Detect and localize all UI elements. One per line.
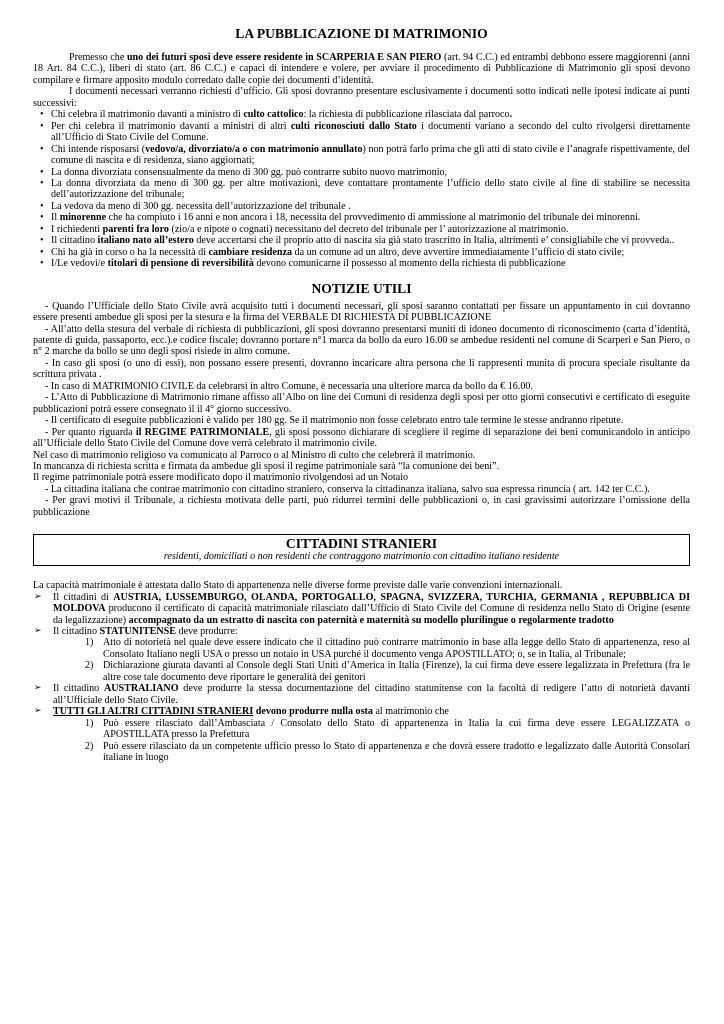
notizie-section (33, 301, 690, 519)
notizie-paragraph: - Quando l’Ufficiale dello Stato Civile avrà acquisito tutti i documenti necessari, gli sposi saranno contattati per fissare un appuntamento in cui dovranno essere presenti ambedue gli sposi per la stesura e la firma del VERBALE DI RICHIESTA DI PUBBLICAZIONE (33, 300, 690, 324)
notizie-paragraph: Il regime patrimoniale potrà essere modificato dopo il matrimonio rivolgendosi ad un Notaio (33, 472, 409, 484)
intro-paragraph-1: Premesso che uno dei futuri sposi deve essere residente in SCARPERIA E SAN PIERO (art. 94 C.C.) ed entrambi debbono essere maggiorenni (anni 18 Art. 84 C.C.), liberi di stato (art. 86 C.C.) e capaci di intendere e volere, per avviare il procedimento di Pubblicazione di Matrimonio gli sposi devono compilare e firmare apposito modulo corredato dalle copie dei documenti d’identità. (33, 52, 690, 86)
notizie-paragraph: - Per quanto riguarda il REGIME PATRIMONIALE, gli sposi possono dichiarare di scegliere il regime di separazione dei beni comunicandolo in anticipo all’Ufficiale dello Stato Civile del Comune dove verrà celebrato il matrimonio civile. (33, 426, 691, 450)
list-item: ➢ Il cittadini di AUSTRIA, LUSSEMBURGO, OLANDA, PORTOGALLO, SPAGNA, SVIZZERA, TURCHIA, GERMANIA , REPUBBLICA DI MOLDOVA producono il certificato di capacità matrimoniale rilasciato dall’Ufficio di Stato Civile del Comune di residenza nello Stato di Origine (esente da legalizzazione) accompagnato da un estratto di nascita con paternità e maternità su modello plurilingue o regolarmente tradotto (33, 592, 690, 626)
stranieri-list-2 (33, 683, 690, 717)
notizie-paragraph: - Il certificato di eseguite pubblicazioni è valido per 180 gg. Se il matrimonio non fosse celebrato entro tale termine le stesse andranno ripetute. (45, 415, 624, 427)
altri-stranieri-sublist (33, 718, 690, 764)
notizie-paragraph: - L’Atto di Pubblicazione di Matrimonio rimane affisso all’Albo on line dei Comuni di residenza degli sposi per otto giorni consecutivi e certificato di eseguite pubblicazioni potrà essere consegnato il il 4° giorno successivo. (33, 392, 690, 415)
section-title-stranieri: CITTADINI STRANIERI (285, 536, 438, 552)
page-title: LA PUBBLICAZIONE DI MATRIMONIO (235, 26, 488, 41)
notizie-paragraph: Nel caso di matrimonio religioso va comunicato al Parroco o al Ministro di culto che celebrerà il matrimonio. (33, 449, 476, 461)
section-subtitle-stranieri: residenti, domiciliati o non residenti che contraggono matrimonio con cittadino italiano residente (163, 551, 560, 563)
list-item: • Per chi celebra il matrimonio davanti a ministri di altri culti riconosciuti dallo Stato i documenti variano a secondo del culto rivolgersi direttamente all’Ufficio di Stato Civile del Comune. (33, 121, 690, 144)
list-item: ➢ Il cittadino AUSTRALIANO deve produrre la stessa documentazione del cittadino statunitense con la facoltà di redigere l’atto di notorietà davanti all’Ufficiale dello Stato Civile. (33, 683, 690, 706)
notizie-paragraph: In mancanza di richiesta scritta e firmata da ambedue gli sposi il regime patrimoniale sarà “la comunione dei beni”. (33, 460, 500, 472)
notizie-paragraph: - Per gravi motivi il Tribunale, a richiesta motivata delle parti, può ridurrei termini delle pubblicazioni o, in casi gravissimi autorizzare l’omissione della pubblicazione (33, 495, 690, 518)
stranieri-header-box (33, 534, 690, 566)
notizie-paragraph: - In caso di MATRIMONIO CIVILE da celebrarsi in altro Comune, è necessaria una ulteriore marca da bollo da € 16.00. (45, 380, 533, 392)
statunitense-sublist (33, 637, 690, 683)
section-title-notizie: NOTIZIE UTILI (311, 280, 412, 296)
list-item: ➢ Il cittadino STATUNITENSE deve produrre: (33, 626, 690, 637)
list-item: • Il minorenne che ha compiuto i 16 anni e non ancora i 18, necessita del provvedimento di ammissione al matrimonio del tribunale dei minorenni. (33, 212, 690, 223)
requirements-list (33, 109, 690, 269)
list-item: • Il cittadino italiano nato all’estero deve accertarsi che il proprio atto di nascita sia già stato trascritto in Italia, altrimenti e’ consigliabile che vi provveda.. (33, 235, 690, 246)
list-item: • La vedova da meno di 300 gg. necessita dell’autorizzazione del tribunale . (33, 201, 690, 212)
intro-paragraph-2: I documenti necessari verranno richiesti d’ufficio. Gli sposi dovranno presentare esclusivamente i documenti sotto indicati nelle ipotesi indicate ai punti successivi: (33, 86, 690, 109)
list-item: 2) Dichiarazione giurata davanti al Console degli Stati Uniti d’America in Italia (Firenze), la cui firma deve essere legalizzata in Prefettura (fra le altre cose tale documento deve riportare le generalità dei genitori (85, 660, 690, 683)
list-item: • Chi intende risposarsi (vedovo/a, divorziato/a o con matrimonio annullato) non potrà farlo prima che gli atti di stato civile e l’anagrafe rispettivamente, del comune di nascita e di residenza, siano aggiornati; (33, 144, 690, 167)
notizie-paragraph: - All’atto della stesura del verbale di richiesta di pubblicazioni, gli sposi dovranno presentarsi muniti di idoneo documento di riconoscimento (carta d’identità, patente di guida, passaporto, ecc.).e codice fiscale; dovranno portare n°1 marca da bollo da euro 16.00 se ambedue residenti nel comune di Scarperi e San Piero, o n° 2 marche da bollo se uno degli sposi risiede in altro comune. (33, 323, 690, 358)
list-item: 1) Atto di notorietà nel quale deve essere indicato che il cittadino può contrarre matrimonio in base alla legge dello Stato di appartenenza, reso al Consolato Italiano negli USA o presso un notaio in USA purché il documento venga APOSTILLATO; o, se in Italia, al Tribunale; (85, 637, 690, 660)
list-item: • La donna divorziata consensualmente da meno di 300 gg. può contrarre subito nuovo matrimonio, (33, 167, 690, 178)
stranieri-intro: La capacità matrimoniale è attestata dallo Stato di appartenenza nelle diverse forme previste dalle varie convenzioni internazionali. (33, 580, 563, 592)
list-item: • Chi ha già in corso o ha la necessità di cambiare residenza da un comune ad un altro, deve avvertire immediatamente l’ufficio di stato civile; (33, 247, 690, 258)
list-item: • Chi celebra il matrimonio davanti a ministro di culto cattolico: la richiesta di pubblicazione rilasciata dal parroco. (33, 109, 690, 120)
notizie-paragraph: - La cittadina italiana che contrae matrimonio con cittadino straniero, conserva la cittadinanza italiana, salvo sua espressa rinuncia ( art. 142 ter C.C.). (45, 483, 650, 495)
list-item: 2) Può essere rilasciato da un competente ufficio presso lo Stato di appartenenza e che dovrà essere tradotto e legalizzato dalle Autorità Consolari italiane in luogo (85, 740, 690, 764)
list-item: 1) Può essere rilasciato dall’Ambasciata / Consolato dello Stato di appartenenza in Italia la cui firma deve essere LEGALIZZATA o APOSTILLATA presso la Prefettura (85, 717, 690, 741)
list-item: • I/Le vedovi/e titolari di pensione di reversibilità devono comunicarne il possesso al momento della richiesta di pubblicazione (33, 258, 690, 269)
list-item: ➢ TUTTI GLI ALTRI CITTADINI STRANIERI devono produrre nulla osta al matrimonio che (33, 706, 690, 717)
list-item: • I richiedenti parenti fra loro (zio/a e nipote o cognati) necessitano del decreto del tribunale per l’ autorizzazione al matrimonio. (33, 224, 690, 235)
document-page (33, 26, 690, 763)
stranieri-list (33, 592, 690, 638)
notizie-paragraph: - In caso gli sposi (o uno di essi), non possano essere presenti, dovranno incaricare altra persona che li rappresenti munita di procura speciale risultante da scrittura privata . (33, 357, 690, 381)
list-item: • La donna divorziata da meno di 300 gg. per altre motivazioni, deve contattare prontamente l’ufficio dello stato civile al fine di stabilire se necessita dell’autorizzazione del tribunale; (33, 178, 690, 201)
